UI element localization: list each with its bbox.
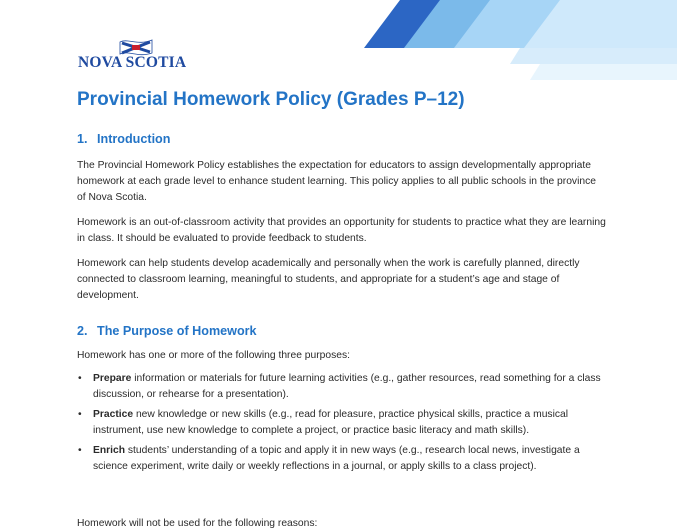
paragraph: The Provincial Homework Policy establishes the expectation for educators to assign developmentally appropriate homework at each grade level to enhance student learning. This policy applies to all public schools in the province of Nova Scotia. bbox=[77, 160, 596, 203]
section-title: The Purpose of Homework bbox=[97, 324, 257, 338]
list-item-text: information or materials for future learning activities (e.g., gather resources, read something for a class discussion, or rehearse for a presentation). bbox=[93, 373, 601, 400]
paragraph: Homework is an out-of-classroom activity that provides an opportunity for students to practice what they are learning in class. It should be evaluated to provide feedback to students. bbox=[77, 217, 606, 244]
section-number: 2. bbox=[77, 324, 88, 338]
bullet-icon: • bbox=[78, 373, 82, 384]
list-item-text: students’ understanding of a topic and apply it in new ways (e.g., research local news, investigate a science experiment, write daily or weekly reflections in a journal, or apply skills to a class project). bbox=[93, 445, 580, 472]
purpose-list bbox=[77, 371, 607, 479]
list-item bbox=[77, 407, 607, 439]
list-item bbox=[77, 371, 607, 403]
list-item-term: Practice bbox=[93, 409, 134, 420]
paragraph: Homework will not be used for the following reasons: bbox=[77, 518, 318, 529]
paragraph: Homework can help students develop academically and personally when the work is carefully planned, directly connected to classroom learning, meaningful to students, and appropriate for a student’s age and stage of development. bbox=[77, 258, 580, 301]
list-item bbox=[77, 443, 607, 475]
list-item-text: new knowledge or new skills (e.g., read for pleasure, practice physical skills, practice a musical instrument, use new knowledge to complete a project, or practice basic literacy and math skills). bbox=[93, 409, 569, 436]
section-number: 1. bbox=[77, 132, 88, 146]
section-heading-introduction bbox=[77, 132, 170, 146]
list-item-term: Prepare bbox=[93, 373, 132, 384]
paragraph: Homework has one or more of the following three purposes: bbox=[77, 350, 351, 361]
bullet-icon: • bbox=[78, 409, 82, 420]
list-item-term: Enrich bbox=[93, 445, 126, 456]
nova-scotia-logo bbox=[78, 38, 202, 72]
logo-wordmark: NOVA SCOTIA bbox=[78, 54, 187, 71]
section-heading-purpose bbox=[77, 324, 257, 338]
bullet-icon: • bbox=[78, 445, 82, 456]
page-title: Provincial Homework Policy (Grades P–12) bbox=[77, 89, 465, 110]
section-title: Introduction bbox=[97, 132, 171, 146]
